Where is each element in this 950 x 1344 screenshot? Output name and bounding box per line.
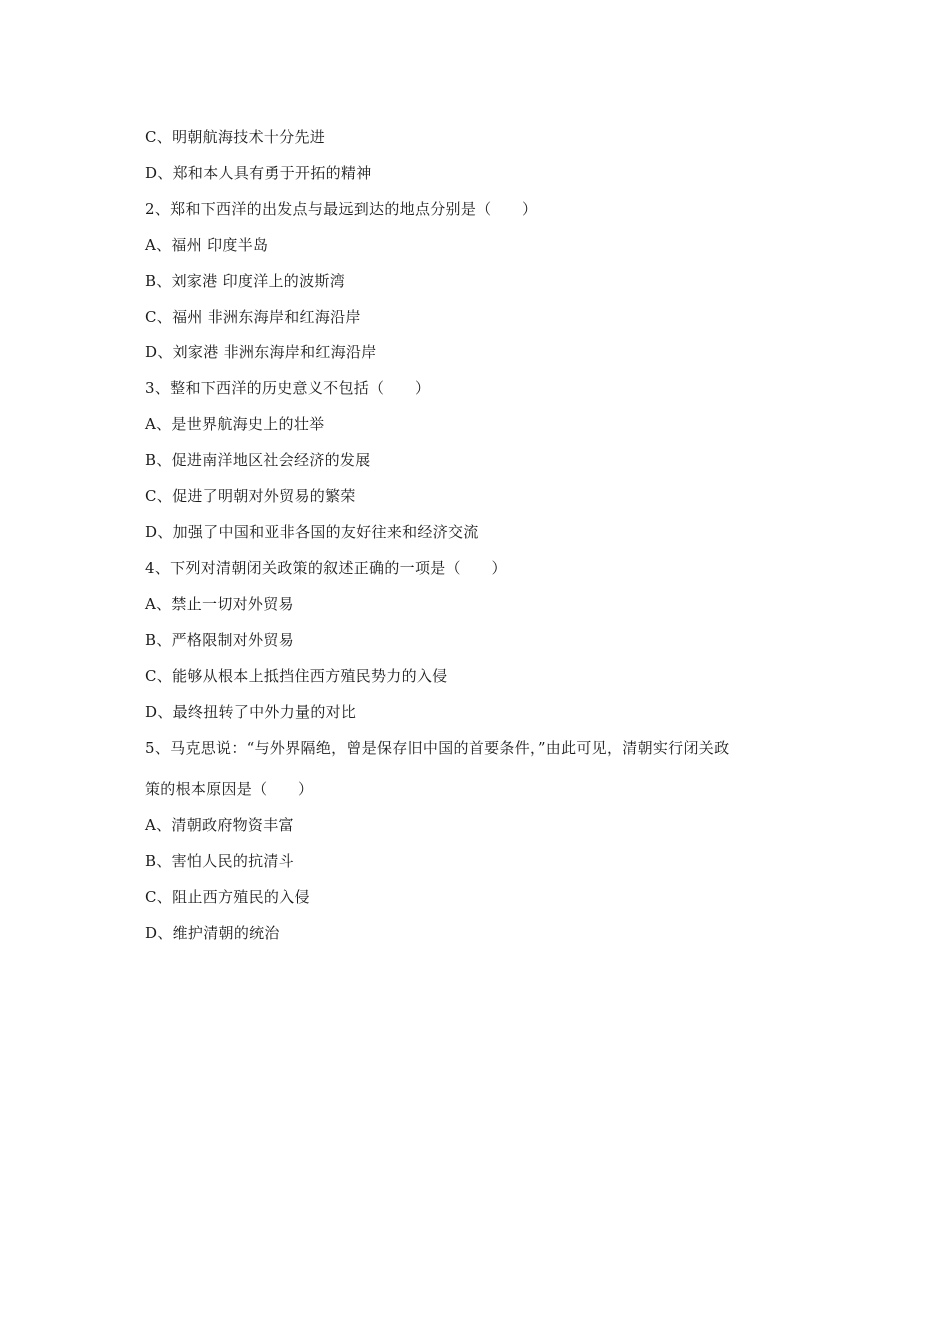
q2-option-b: B、刘家港 印度洋上的波斯湾 [145,272,345,290]
q3-option-b: B、促进南洋地区社会经济的发展 [145,451,371,469]
question-2: 2、郑和下西洋的出发点与最远到达的地点分别是（ ） [145,200,538,218]
q5-option-b: B、害怕人民的抗清斗 [145,852,295,870]
q5-option-a: A、清朝政府物资丰富 [145,816,294,834]
q4-option-b: B、严格限制对外贸易 [145,631,295,649]
q3-option-a: A、是世界航海史上的壮举 [145,415,325,433]
question-3: 3、整和下西洋的历史意义不包括（ ） [145,379,431,397]
q5-option-c: C、阻止西方殖民的入侵 [145,888,310,906]
question-5: 5、马克思说：“与外界隔绝，曾是保存旧中国的首要条件，”由此可见，清朝实行闭关政 [145,739,730,757]
question-4: 4、下列对清朝闭关政策的叙述正确的一项是（ ） [145,559,507,577]
q4-option-d: D、最终扭转了中外力量的对比 [145,703,357,721]
q3-option-c: C、促进了明朝对外贸易的繁荣 [145,487,356,505]
q2-option-d: D、刘家港 非洲东海岸和红海沿岸 [145,343,377,361]
q4-option-c: C、能够从根本上抵挡住西方殖民势力的入侵 [145,667,448,685]
q4-option-a: A、禁止一切对外贸易 [145,595,294,613]
q1-option-c: C、明朝航海技术十分先进 [145,128,326,146]
q2-option-a: A、福州 印度半岛 [145,236,269,254]
q1-option-d: D、郑和本人具有勇于开拓的精神 [145,164,372,182]
question-5-continued: 策的根本原因是（ ） [145,780,314,798]
q5-option-d: D、维护清朝的统治 [145,924,280,942]
q2-option-c: C、福州 非洲东海岸和红海沿岸 [145,308,361,326]
q3-option-d: D、加强了中国和亚非各国的友好往来和经济交流 [145,523,479,541]
